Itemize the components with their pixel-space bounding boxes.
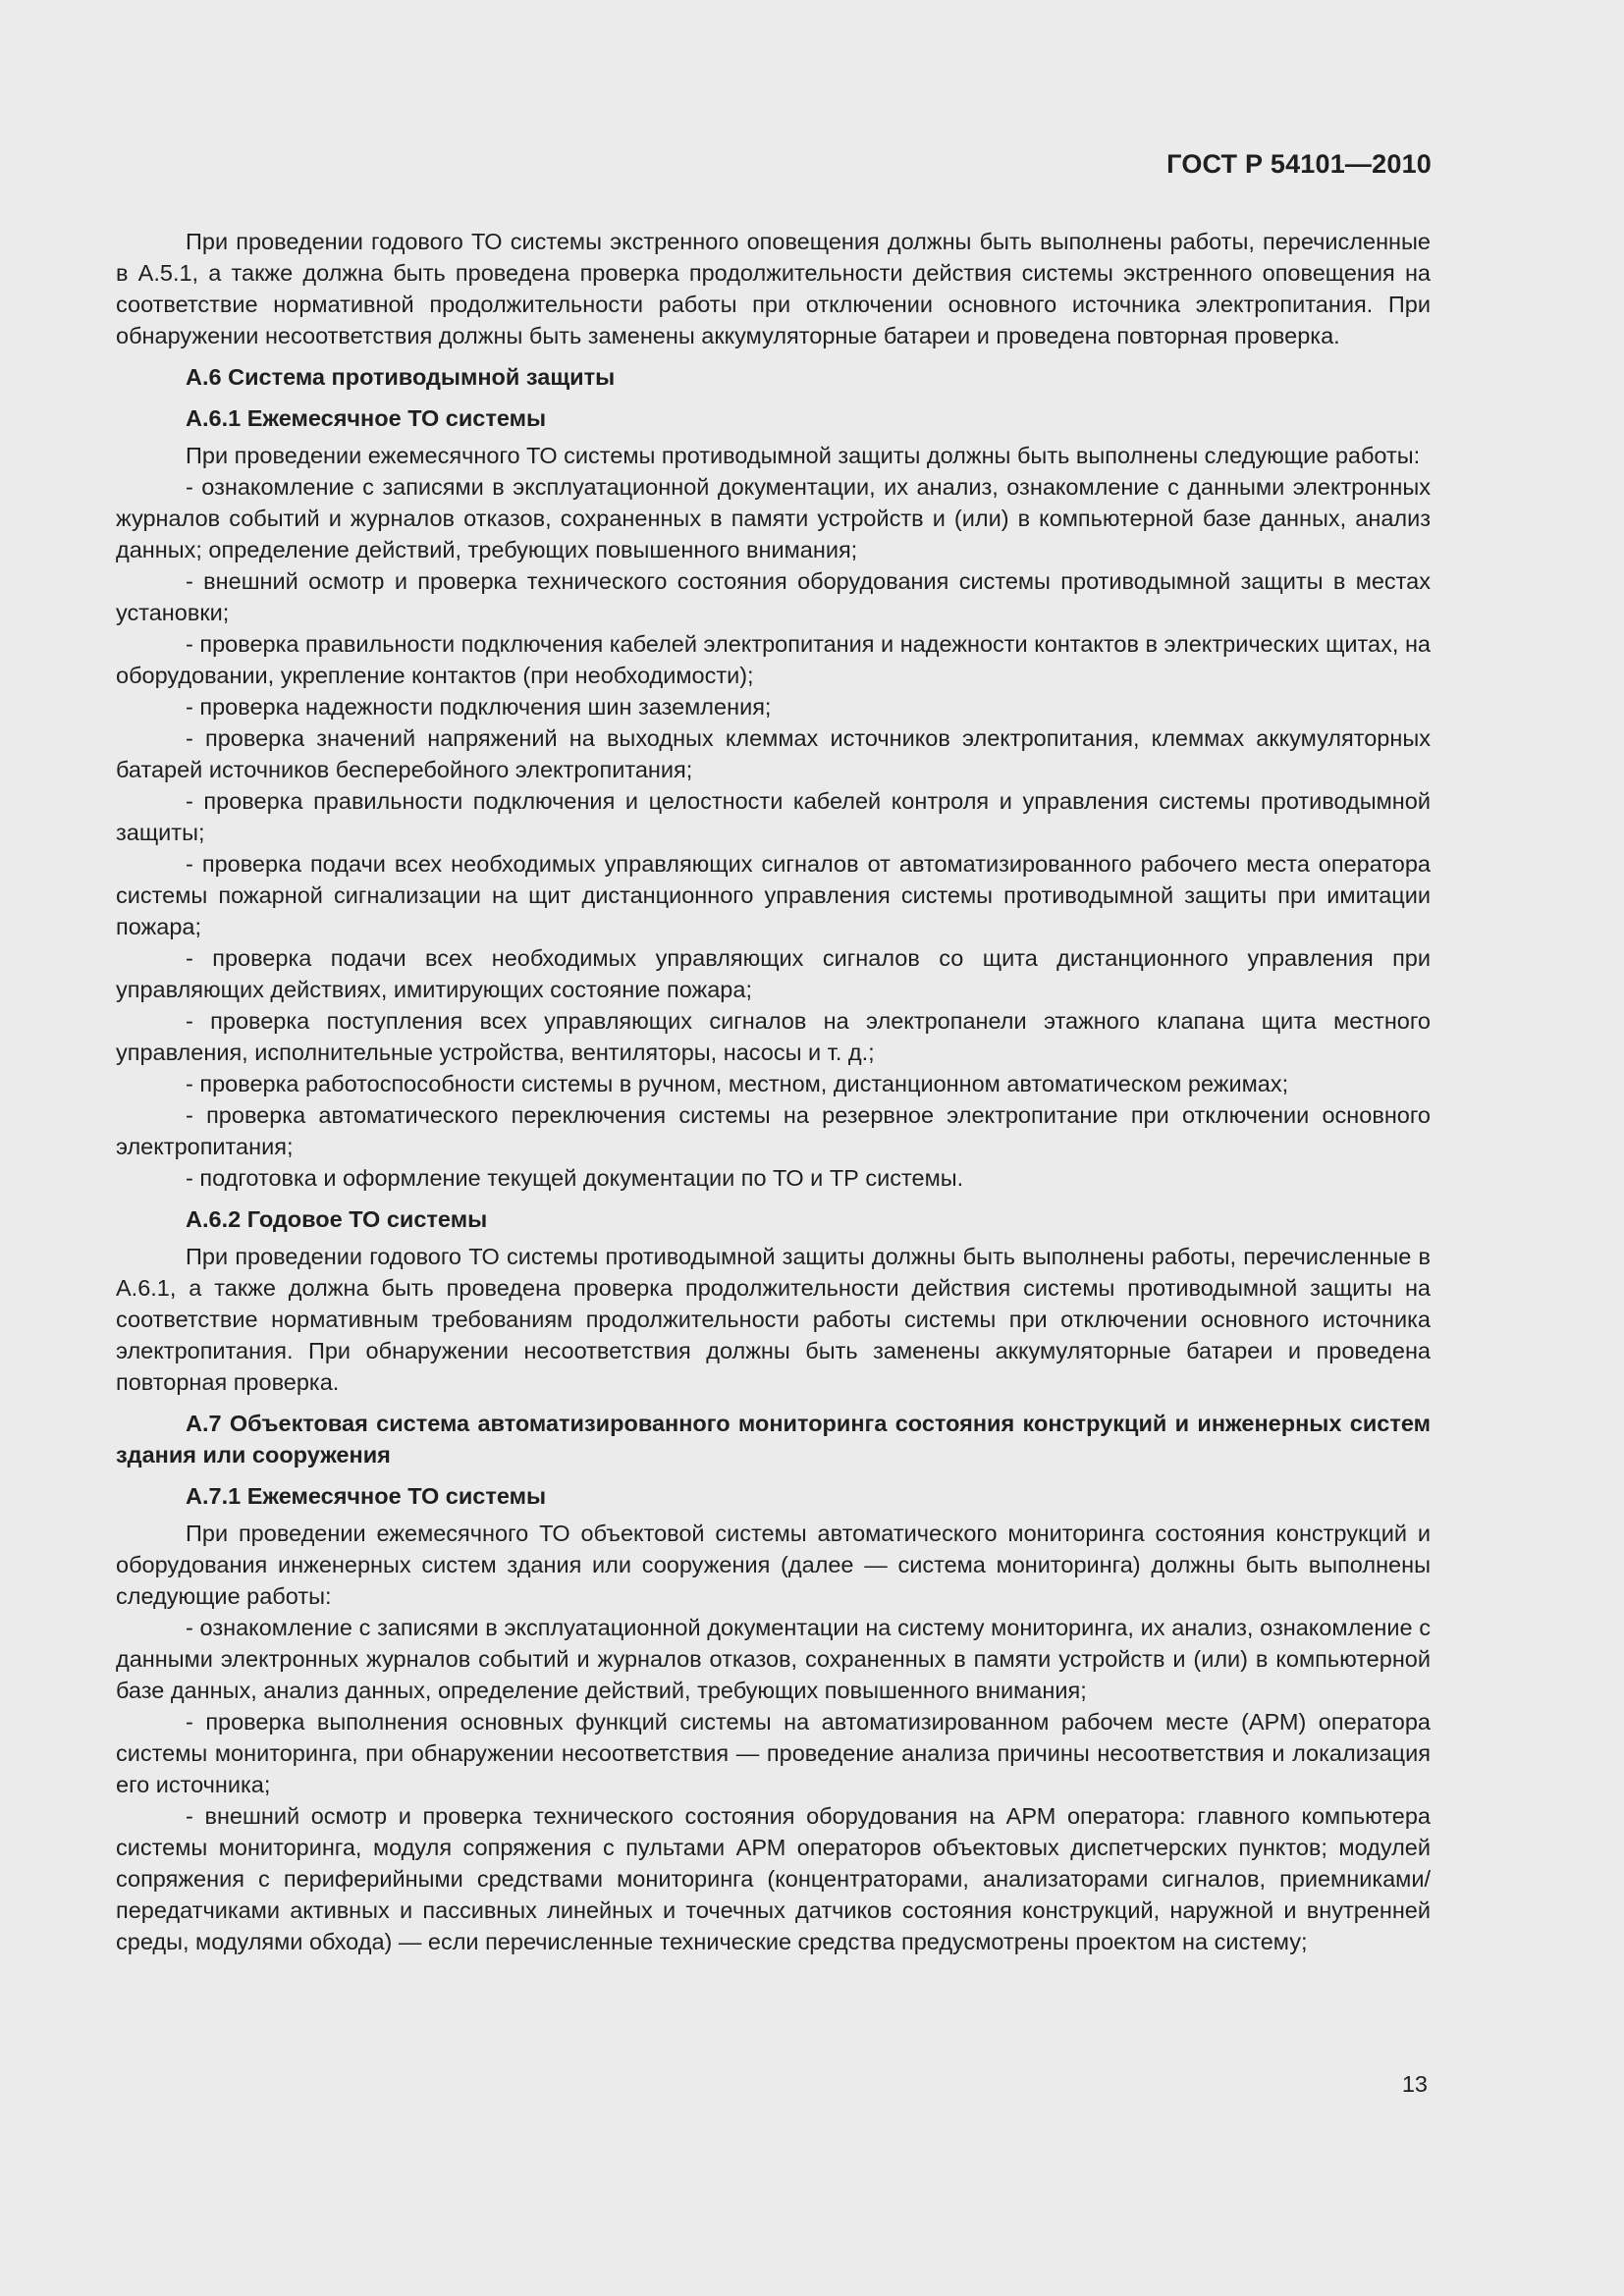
section-heading-a6-2: А.6.2 Годовое ТО системы [186,1206,488,1232]
list-item: - проверка подачи всех необходимых управляющих сигналов от автоматизированного рабочего места оператора системы пожарной сигнализации на щит дистанционного управления системы противодымной защиты при имитации пожара; [116,851,1431,939]
section-heading-a6: А.6 Система противодымной защиты [186,364,616,390]
page-number: 13 [1401,2071,1428,2097]
list-item: - проверка автоматического переключения системы на резервное электропитание при отключении основного электропитания; [116,1102,1431,1159]
list-item: - проверка подачи всех необходимых управляющих сигналов со щита дистанционного управления при управляющих действиях, имитирующих состояние пожара; [116,945,1431,1002]
list-item: - проверка поступления всех управляющих сигналов на электропанели этажного клапана щита местного управления, исполнительные устройства, вентиляторы, насосы и т. д.; [116,1008,1431,1065]
list-item: - проверка работоспособности системы в ручном, местном, дистанционном автоматическом режимах; [186,1071,1289,1096]
list-item: - проверка правильности подключения кабелей электропитания и надежности контактов в электрических щитах, на оборудовании, укрепление контактов (при необходимости); [116,631,1431,688]
paragraph-a5-annual: При проведении годового ТО системы экстренного оповещения должны быть выполнены работы, перечисленные в А.5.1, а также должна быть проведена проверка продолжительности действия системы экстренного оповещения на соответствие нормативной продолжительности работы при отключении основного источника электропитания. При обнаружении несоответствия должны быть заменены аккумуляторные батареи и проведена повторная проверка. [116,229,1431,348]
document-code-header: ГОСТ Р 54101—2010 [1166,149,1432,179]
section-heading-a6-1: А.6.1 Ежемесячное ТО системы [186,405,547,431]
list-item: - ознакомление с записями в эксплуатационной документации на систему мониторинга, их анализ, ознакомление с данными электронных журналов событий и журналов отказов, сохраненных в памяти устройств и (или) в компьютерной базе данных, анализ данных, определение действий, требующих повышенного внимания; [116,1615,1431,1703]
list-item: - проверка правильности подключения и целостности кабелей контроля и управления системы противодымной защиты; [116,788,1431,845]
list-item: - внешний осмотр и проверка технического состояния оборудования системы противодымной защиты в местах установки; [116,568,1431,625]
section-heading-a7: А.7 Объектовая система автоматизированного мониторинга состояния конструкций и инженерных систем здания или сооружения [116,1411,1431,1468]
list-item: - проверка надежности подключения шин заземления; [186,694,772,720]
list-item: - внешний осмотр и проверка технического состояния оборудования на АРМ оператора: главного компьютера системы мониторинга, модуля сопряжения с пультами АРМ операторов объектовых диспетчерских пунктов; модулей сопряжения с периферийными средствами мониторинга (концентраторами, анализаторами сигналов, приемниками/передатчиками активных и пассивных линейных и точечных датчиков состояния конструкций, наружной и внутренней среды, модулями обхода) — если перечисленные технические средства предусмотрены проектом на систему; [116,1803,1431,1954]
paragraph-a7-1-intro: При проведении ежемесячного ТО объектовой системы автоматического мониторинга состояния конструкций и оборудования инженерных систем здания или сооружения (далее — система мониторинга) должны быть выполнены следующие работы: [116,1521,1431,1609]
paragraph-a6-1-intro: При проведении ежемесячного ТО системы противодымной защиты должны быть выполнены следующие работы: [186,443,1421,468]
section-heading-a7-1: А.7.1 Ежемесячное ТО системы [186,1483,547,1509]
list-item: - ознакомление с записями в эксплуатационной документации, их анализ, ознакомление с данными электронных журналов событий и журналов отказов, сохраненных в памяти устройств и (или) в компьютерной базе данных, анализ данных; определение действий, требующих повышенного внимания; [116,474,1431,562]
paragraph-a6-2: При проведении годового ТО системы противодымной защиты должны быть выполнены работы, перечисленные в А.6.1, а также должна быть проведена проверка продолжительности действия системы противодымной защиты на соответствие нормативным требованиям продолжительности работы системы при отключении основного источника электропитания. При обнаружении несоответствия должны быть заменены аккумуляторные батареи и проведена повторная проверка. [116,1244,1431,1395]
list-item: - проверка выполнения основных функций системы на автоматизированном рабочем месте (АРМ) оператора системы мониторинга, при обнаружении несоответствия — проведение анализа причины несоответствия и локализация его источника; [116,1709,1431,1797]
list-item: - подготовка и оформление текущей документации по ТО и ТР системы. [186,1165,964,1191]
list-item: - проверка значений напряжений на выходных клеммах источников электропитания, клеммах аккумуляторных батарей источников бесперебойного электропитания; [116,725,1431,782]
document-body [116,226,1431,1957]
